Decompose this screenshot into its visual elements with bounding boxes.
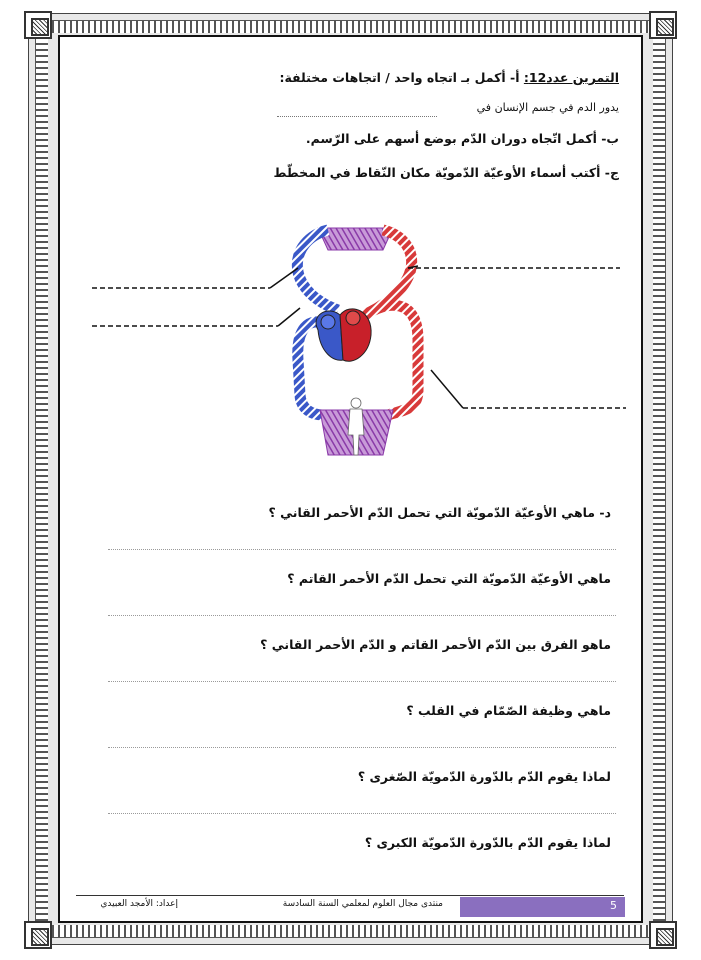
heart-icon [316, 309, 371, 361]
question-d2: ماهي الأوعيّة الدّمويّة التي تحمل الدّم الأحمر القاتم ؟ [287, 571, 611, 586]
exercise-part-a: أ- أكمل بـ اتجاه واحد / اتجاهات مختلفة: [279, 70, 520, 85]
corner-ornament [24, 11, 52, 39]
answer-line[interactable] [108, 549, 616, 550]
question-b-text: ب- أكمل اتّجاه دوران الدّم بوضع أسهم على الرّسم. [305, 131, 619, 146]
lung-capillaries [318, 228, 393, 250]
question-d3: ماهو الفرق بين الدّم الأحمر القاتم و الدّم الأحمر القاني ؟ [260, 637, 611, 652]
question-d4: ماهي وظيفة الصّمّام في القلب ؟ [406, 703, 611, 718]
page-number: 5 [610, 899, 617, 912]
circulation-diagram [88, 210, 638, 470]
question-c-text: ج- أكتب أسماء الأوعيّة الدّمويّة مكان النّقاط في المخطّط [273, 165, 619, 180]
question-d6: لماذا يقوم الدّم بالدّورة الدّمويّة الكبرى ؟ [364, 835, 611, 850]
exercise-title [279, 70, 619, 85]
footer-divider [76, 895, 624, 896]
question-d5: لماذا يقوم الدّم بالدّورة الدّمويّة الصّغرى ؟ [357, 769, 611, 784]
corner-ornament [649, 921, 677, 949]
question-a-text: يدور الدم في جسم الإنسان في [476, 101, 619, 114]
corner-ornament [649, 11, 677, 39]
answer-line[interactable] [108, 615, 616, 616]
footer-page-bar [460, 897, 625, 917]
footer-forum: منتدى مجال العلوم لمعلمي السنة السادسة [282, 899, 443, 909]
answer-line[interactable] [108, 747, 616, 748]
exercise-label: التمرين عدد12: [523, 70, 619, 85]
answer-line[interactable] [277, 116, 437, 117]
footer-author: إعداد: الأمجد العبيدي [100, 899, 178, 909]
question-d1: د- ماهي الأوعيّة الدّمويّة التي تحمل الدّم الأحمر القاني ؟ [268, 505, 611, 520]
corner-ornament [24, 921, 52, 949]
answer-line[interactable] [108, 813, 616, 814]
answer-line[interactable] [108, 681, 616, 682]
